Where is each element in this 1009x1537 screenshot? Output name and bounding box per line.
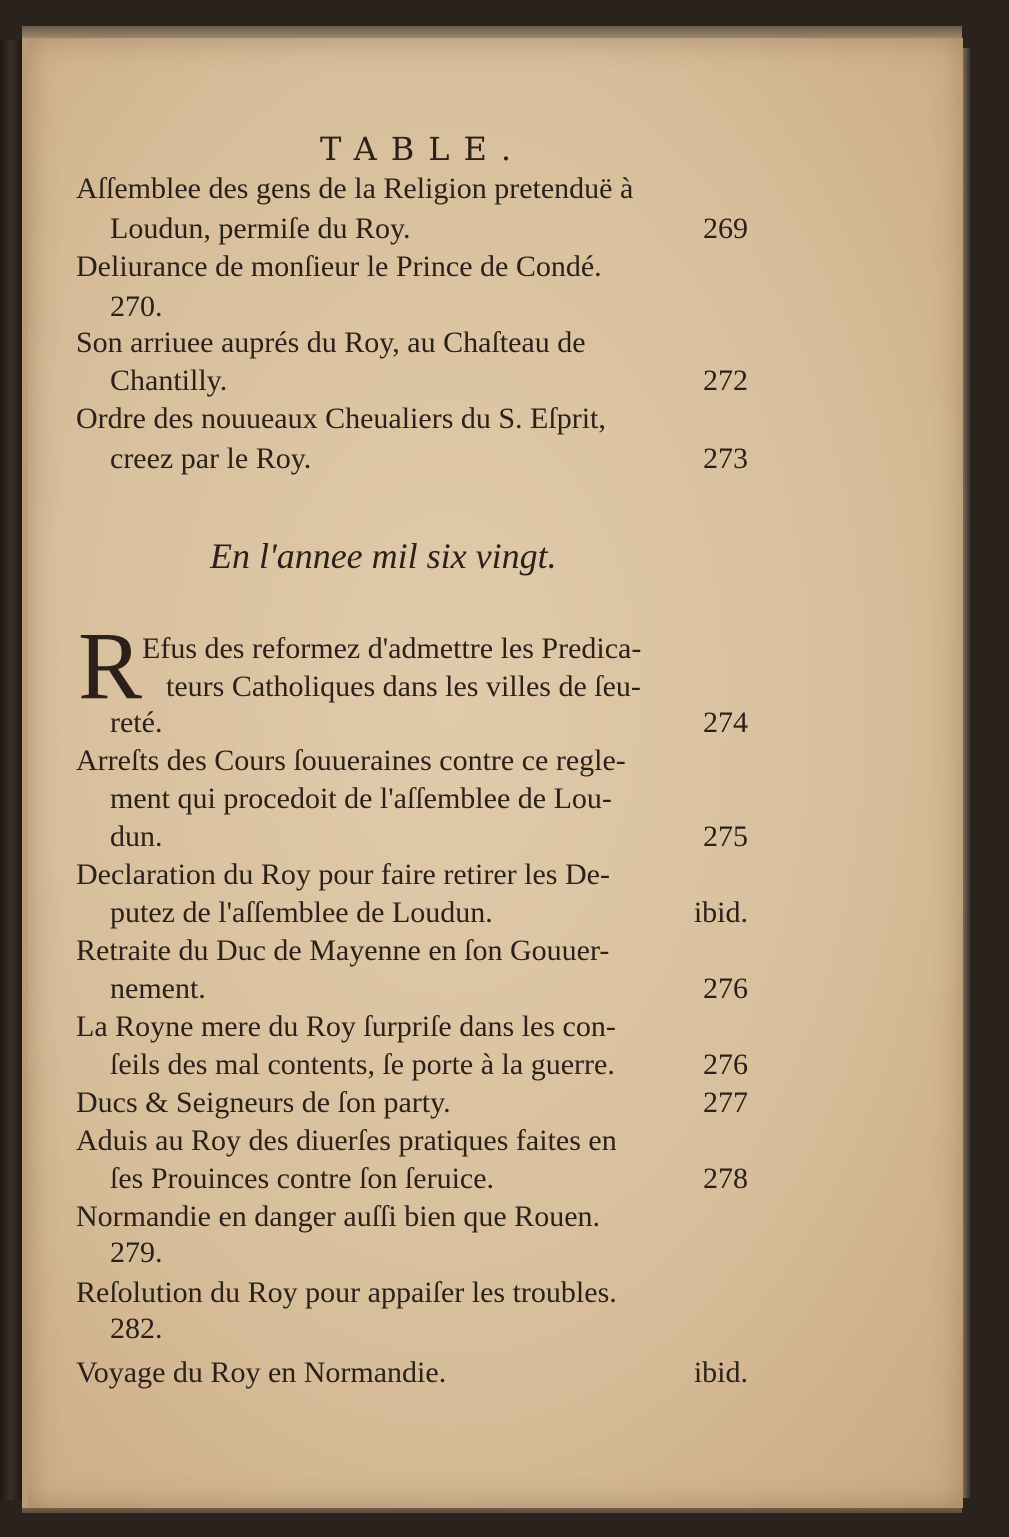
toc-line — [76, 1356, 748, 1394]
drop-cap: R — [78, 612, 143, 719]
toc-entry-text: Declaration du Roy pour faire retirer les De- — [76, 858, 610, 891]
toc-line — [76, 1276, 748, 1314]
toc-entry-page: 269 — [703, 212, 748, 245]
toc-entry-text: Efus des reformez d'admettre les Predica- — [142, 632, 642, 665]
toc-entry-text: Chantilly. — [110, 364, 228, 397]
toc-entry-text: Normandie en danger auſſi bien que Rouen. — [76, 1200, 601, 1233]
toc-entry-text: Loudun, permiſe du Roy. — [110, 212, 411, 245]
toc-line — [110, 706, 748, 744]
toc-line — [110, 972, 748, 1010]
toc-line — [76, 172, 748, 210]
toc-entry-text: ſeils des mal contents, ſe porte à la guerre. — [110, 1048, 615, 1081]
book-spine-edge — [0, 40, 22, 1500]
toc-line — [166, 670, 748, 708]
toc-entry-text: La Royne mere du Roy ſurpriſe dans les con- — [76, 1010, 616, 1043]
toc-line — [76, 326, 748, 364]
toc-entry-text: dun. — [110, 820, 163, 853]
toc-line — [76, 250, 748, 288]
toc-entry-page: 276 — [703, 972, 748, 1005]
toc-entry-text: teurs Catholiques dans les villes de ſeu- — [166, 670, 641, 703]
toc-line — [76, 744, 748, 782]
toc-line — [110, 1162, 748, 1200]
toc-entry-page: 272 — [703, 364, 748, 397]
toc-line — [110, 1048, 748, 1086]
toc-entry-text: ſes Prouinces contre ſon ſeruice. — [110, 1162, 495, 1195]
toc-line — [142, 632, 748, 670]
toc-entry-text: Deliurance de monſieur le Prince de Condé. — [76, 250, 602, 283]
toc-entry-page: 277 — [703, 1086, 748, 1119]
toc-line — [76, 1124, 748, 1162]
toc-line — [76, 1010, 748, 1048]
toc-line — [110, 364, 748, 402]
toc-entry-text: Reſolution du Roy pour appaiſer les troubles. — [76, 1276, 617, 1309]
toc-line — [76, 402, 748, 440]
toc-entry-page: 275 — [703, 820, 748, 853]
toc-line — [110, 1312, 748, 1350]
toc-line — [110, 782, 748, 820]
toc-entry-text: 270. — [110, 290, 163, 323]
toc-entry-text: 279. — [110, 1236, 163, 1269]
toc-entry-text: Son arriuee auprés du Roy, au Chaſteau de — [76, 326, 586, 359]
toc-entry-page: 278 — [703, 1162, 748, 1195]
toc-entry-page: ibid. — [693, 1356, 748, 1389]
toc-entry-text: Aduis au Roy des diuerſes pratiques faites en — [76, 1124, 617, 1157]
toc-line — [110, 290, 748, 328]
toc-line — [110, 1236, 748, 1274]
toc-line — [76, 1086, 748, 1124]
toc-entry-text: Aſſemblee des gens de la Religion pretenduë à — [76, 172, 634, 205]
toc-line — [110, 212, 748, 250]
toc-entry-page: 276 — [703, 1048, 748, 1081]
toc-entry-text: reté. — [110, 706, 163, 739]
toc-entry-page: 274 — [703, 706, 748, 739]
toc-line — [110, 896, 748, 934]
toc-entry-page: ibid. — [693, 896, 748, 929]
toc-entry-text: putez de l'aſſemblee de Loudun. — [110, 896, 493, 929]
toc-entry-text: Retraite du Duc de Mayenne en ſon Gouuer- — [76, 934, 610, 967]
toc-entry-text: Arreſts des Cours ſouueraines contre ce regle- — [76, 744, 626, 777]
section-heading: En l'annee mil six vingt. — [210, 536, 557, 576]
toc-line — [76, 858, 748, 896]
page-title: TABLE. — [320, 130, 525, 168]
toc-line — [110, 820, 748, 858]
toc-entry-text: creez par le Roy. — [110, 442, 312, 475]
toc-entry-text: ment qui procedoit de l'aſſemblee de Lou- — [110, 782, 612, 815]
toc-entry-text: Ducs & Seigneurs de ſon party. — [76, 1086, 451, 1119]
toc-entry-text: 282. — [110, 1312, 163, 1345]
toc-entry-page: 273 — [703, 442, 748, 475]
toc-line — [76, 934, 748, 972]
toc-entry-text: nement. — [110, 972, 206, 1005]
toc-line — [110, 442, 748, 480]
toc-entry-text: Voyage du Roy en Normandie. — [76, 1356, 447, 1389]
toc-line — [76, 1200, 748, 1238]
toc-entry-text: Ordre des nouueaux Cheualiers du S. Eſprit, — [76, 402, 606, 435]
